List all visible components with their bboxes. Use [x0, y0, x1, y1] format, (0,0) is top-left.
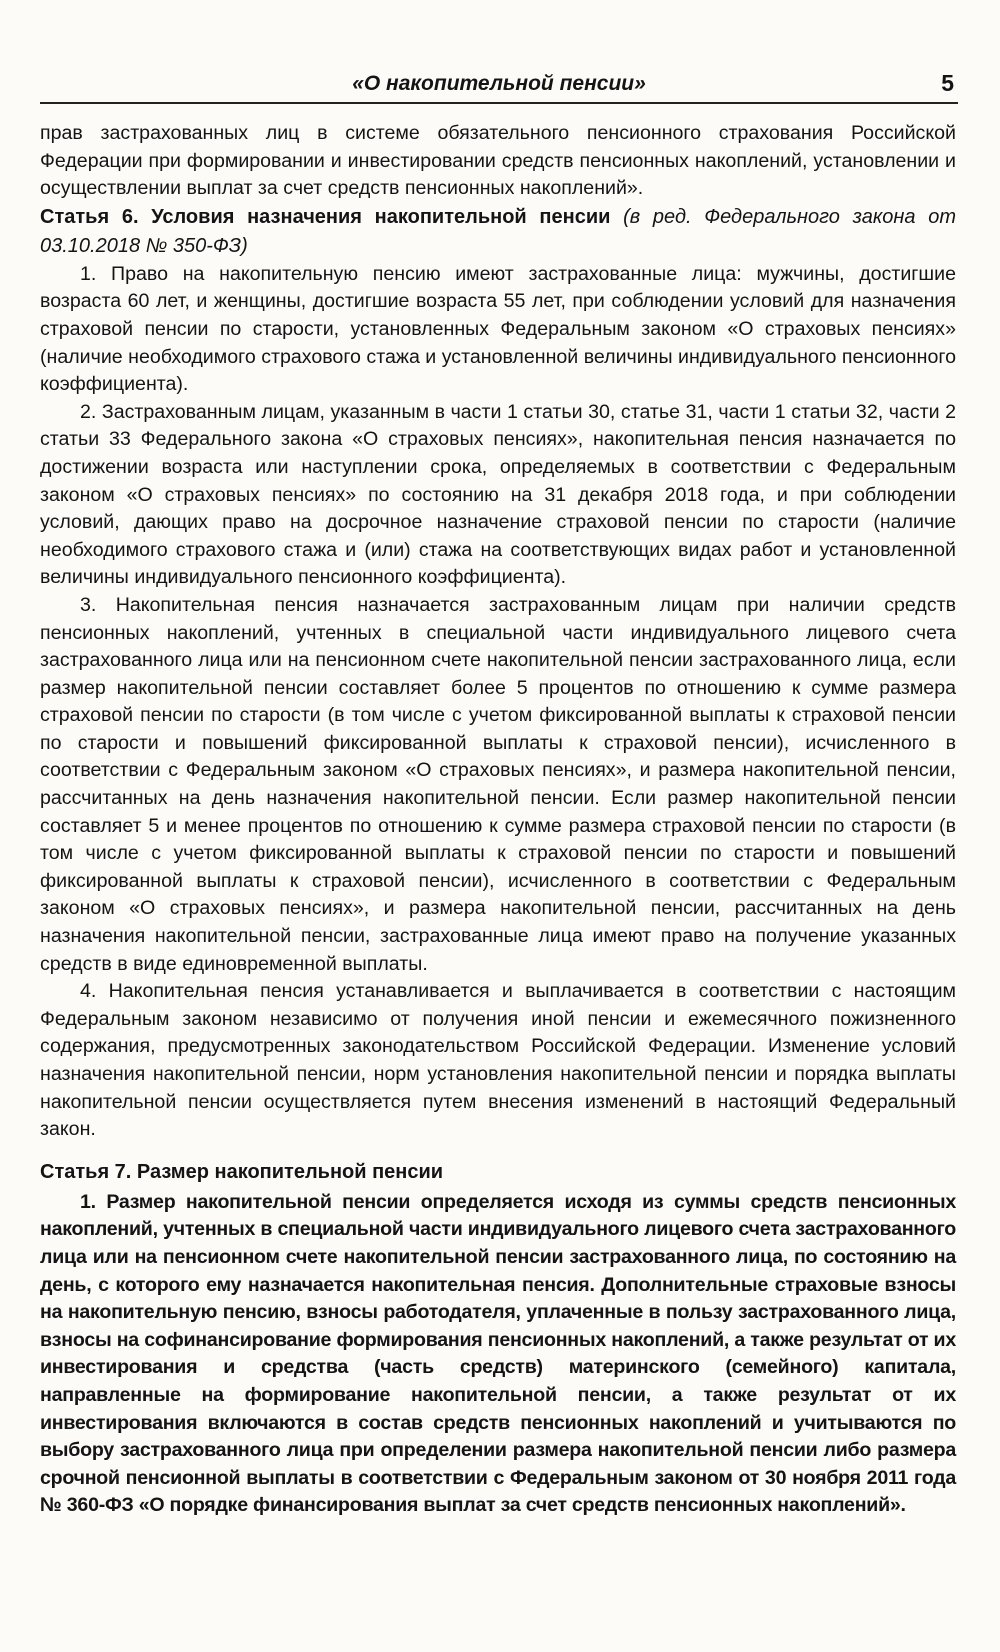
running-header [40, 68, 958, 104]
article-6-paragraph-4: 4. Накопительная пенсия устанавливается и выплачивается в соответствии с настоящим Федеральным законом независимо от получения иной пенсии и ежемесячного пожизненного содержания, предусмотренных законодательством Российской Федерации. Изменение условий назначения накопительной пенсии, норм установления накопительной пенсии и порядка выплаты накопительной пенсии осуществляется путем внесения изменений в настоящий Федеральный закон. [40, 980, 956, 1141]
article-7-paragraph-1: 1. Размер накопительной пенсии определяется исходя из суммы средств пенсионных накоплений, учтенных в специальной части индивидуального лицевого счета застрахованного лица или на пенсионном счете накопительной пенсии застрахованного лица, по состоянию на день, с которого ему назначается накопительная пенсия. Дополнительные страховые взносы на накопительную пенсию, взносы работодателя, уплаченные в пользу застрахованного лица, взносы на софинансирование формирования пенсионных накоплений, а также результат от их инвестирования и средства (часть средств) материнского (семейного) капитала, направленные на формирование накопительной пенсии, а также результат от их инвестирования включаются в состав средств пенсионных накоплений и учитываются по выбору застрахованного лица при определении размера накопительной пенсии либо размера срочной пенсионной выплаты в соответствии с Федеральным законом от 30 ноября 2011 года № 360-ФЗ «О порядке финансирования выплат за счет средств пенсионных накоплений». [40, 1190, 956, 1517]
article-6-title: Статья 6. Условия назначения накопительной пенсии [40, 205, 611, 228]
article-6-paragraph-3: 3. Накопительная пенсия назначается застрахованным лицам при наличии средств пенсионных накоплений, учтенных в специальной части индивидуального лицевого счета застрахованного лица или на пенсионном счете накопительной пенсии застрахованного лица, если размер накопительной пенсии составляет более 5 процентов по отношению к сумме размера страховой пенсии по старости (в том числе с учетом фиксированной выплаты к страховой пенсии по старости и повышений фиксированной выплаты к страховой пенсии), исчисленного в соответствии с Федеральным законом «О страховых пенсиях», и размера накопительной пенсии, рассчитанных на день назначения накопительной пенсии. Если размер накопительной пенсии составляет 5 и менее процентов по отношению к сумме размера страховой пенсии по старости (в том числе с учетом фиксированной выплаты к страховой пенсии по старости и повышений фиксированной выплаты к страховой пенсии), исчисленного в соответствии с Федеральным законом «О страховых пенсиях», и размера накопительной пенсии, рассчитанных на день назначения накопительной пенсии, застрахованные лица имеют право на получение указанных средств в виде единовременной выплаты. [40, 593, 956, 975]
article-6-paragraph-1: 1. Право на накопительную пенсию имеют застрахованные лица: мужчины, достигшие возраста 60 лет, и женщины, достигшие возраста 55 лет, при соблюдении условий для назначения страховой пенсии по старости, установленных Федеральным законом «О страховых пенсиях» (наличие необходимого страхового стажа и установленной величины индивидуального пенсионного коэффициента). [40, 262, 956, 396]
article-7-heading [40, 1158, 956, 1187]
article-6-amendment-note: (в ред. Федерального закона от 03.10.2018 № 350-ФЗ) [40, 205, 956, 257]
article-6-paragraph-2: 2. Застрахованным лицам, указанным в части 1 статьи 30, статье 31, части 1 статьи 32, части 2 статьи 33 Федерального закона «О страховых пенсиях», накопительная пенсия назначается по достижении возраста или наступлении срока, определяемых в соответствии с Федеральным законом «О страховых пенсиях» по состоянию на 31 декабря 2018 года, и при соблюдении условий, дающих право на досрочное назначение страховой пенсии по старости (наличие необходимого страхового стажа и (или) стажа на соответствующих видах работ и установленной величины индивидуального пенсионного коэффициента). [40, 400, 956, 589]
article-7-title: Статья 7. Размер накопительной пенсии [40, 1160, 444, 1183]
document-body [40, 120, 956, 1520]
page-number: 5 [941, 70, 954, 96]
running-title: «О накопительной пенсии» [352, 72, 646, 95]
intro-paragraph: прав застрахованных лиц в системе обязательного пенсионного страхования Российской Федерации при формировании и инвестировании средств пенсионных накоплений, установлении и осуществлении выплат за счет средств пенсионных накоплений». [40, 122, 956, 200]
article-6-heading [40, 203, 956, 261]
